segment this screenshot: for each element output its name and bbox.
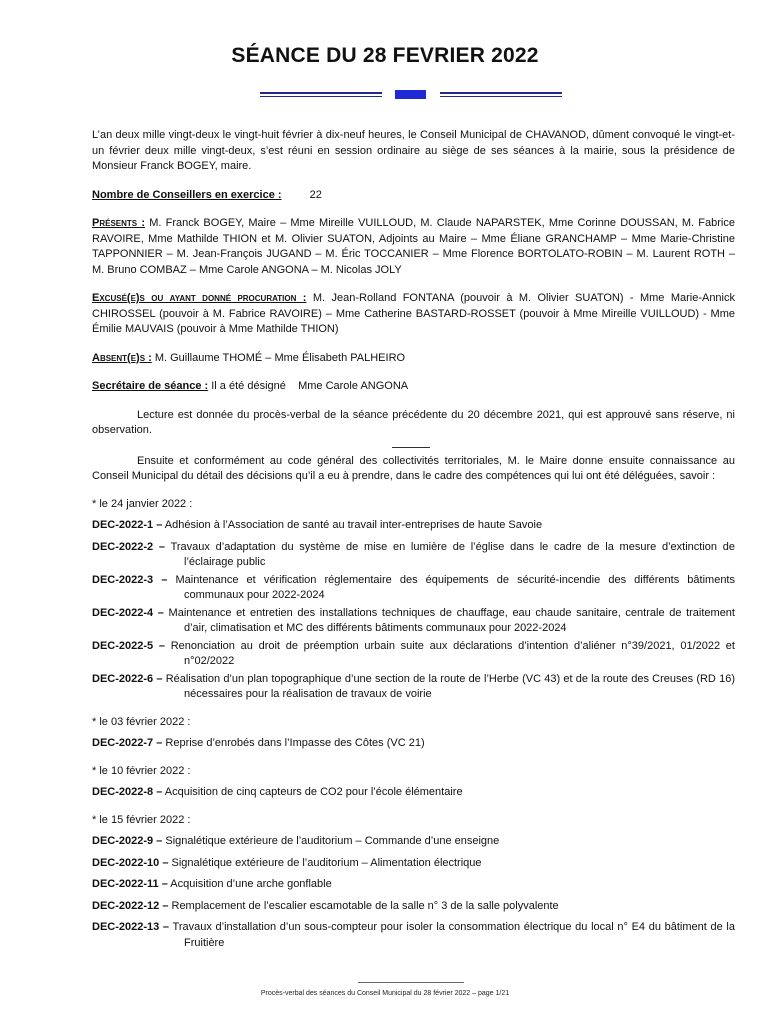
decision-item	[92, 834, 735, 850]
decision-text: Travaux d’installation d’un sous-compteur pour isoler la consommation électrique du local n° E4 du bâtiment de la Fruitière	[172, 921, 735, 949]
decision-text: Maintenance et entretien des installations techniques de chauffage, eau chaude sanitaire, centrale de traitement d’air, climatisation et MC des différents bâtiments communaux pour 2022-2024	[168, 606, 735, 634]
lecture-paragraph: Lecture est donnée du procès-verbal de la séance précédente du 20 décembre 2021, qui est approuvé sans réserve, ni observation.	[92, 408, 735, 436]
decision-date: * le 24 janvier 2022 :	[92, 497, 193, 510]
excuses-label: Excusé(e)s ou ayant donné procuration :	[92, 292, 307, 304]
decision-text: Acquisition de cinq capteurs de CO2 pour l’école élémentaire	[164, 786, 463, 798]
presents-text: M. Franck BOGEY, Maire – Mme Mireille VUILLOUD, M. Claude NAPARSTEK, Mme Corinne DOUSSAN, M. Fabrice RAVOIRE, Mme Mathilde THION et M. Olivier SUATON, Adjoints au Maire – Mme Éliane GRANCHAMP – Mme Marie-Christine TAPPONNIER – M. Jean-François JUGAND – M. Éric TOCCANIER – Mme Florence BORTOLATO-ROBIN – M. Laurent ROTH – M. Bruno COMBAZ – Mme Carole ANGONA – M. Nicolas JOLY	[92, 217, 735, 276]
secretaire-text: Il a été désigné Mme Carole ANGONA	[211, 380, 409, 392]
decision-code: DEC-2022-2 –	[92, 540, 166, 553]
decision-text: Remplacement de l’escalier escamotable de la salle n° 3 de la salle polyvalente	[171, 899, 559, 912]
decision-text: Travaux d’adaptation du système de mise en lumière de l’église dans le cadre de la mesure d’extinction de l’éclairage public	[170, 540, 735, 568]
decision-code: DEC-2022-5 –	[92, 639, 165, 652]
divider-line-right	[440, 92, 562, 97]
absents-text: M. Guillaume THOMÉ – Mme Élisabeth PALHEIRO	[154, 351, 406, 364]
decision-item	[92, 606, 735, 637]
decision-text: Maintenance et vérification réglementaire des équipements de sécurité-incendie des différents bâtiments communaux pour 2022-2024	[175, 573, 735, 601]
divider-block	[395, 90, 426, 99]
decision-group	[92, 764, 735, 801]
decision-code: DEC-2022-1 –	[92, 519, 163, 531]
decision-text: Reprise d’enrobés dans l’Impasse des Côtes (VC 21)	[165, 737, 425, 749]
presents-paragraph	[92, 216, 735, 278]
page-footer: Procès-verbal des séances du Conseil Municipal du 28 février 2022 – page 1/21	[260, 990, 510, 997]
decision-code: DEC-2022-6 –	[92, 672, 163, 685]
intro-paragraph: L’an deux mille vingt-deux le vingt-huit février à dix-neuf heures, le Conseil Municipal de CHAVANOD, dûment convoqué le vingt-et-un février deux mille vingt-deux, s’est réuni en session ordinaire au siège de ses séances à la mairie, sous la présidence de Monsieur Franck BOGEY, maire.	[92, 129, 735, 172]
document-body	[92, 128, 735, 951]
decision-item	[92, 639, 735, 670]
page-title: SÉANCE DU 28 FEVRIER 2022	[231, 44, 539, 67]
divider-line-left	[260, 92, 382, 97]
absents-label: Absent(e)s :	[92, 351, 152, 364]
conseillers-label: Nombre de Conseillers en exercice :	[92, 188, 282, 201]
excuses-text: M. Jean-Rolland FONTANA (pouvoir à M. Olivier SUATON) - Mme Marie-Annick CHIROSSEL (pouvoir à M. Fabrice RAVOIRE) – Mme Catherine BASTARD-ROSSET (pouvoir à Mme Mireille VUILLOUD) - Mme Émilie MAUVAIS (pouvoir à Mme Mathilde THION)	[92, 292, 735, 335]
decision-code: DEC-2022-8 –	[92, 786, 163, 798]
title-divider	[0, 90, 770, 98]
decision-item	[92, 856, 735, 872]
conseillers-line	[92, 188, 735, 204]
decision-code: DEC-2022-12 –	[92, 899, 169, 912]
decision-code: DEC-2022-13 –	[92, 921, 170, 933]
decision-code: DEC-2022-7 –	[92, 737, 163, 749]
section-separator	[392, 441, 430, 448]
decision-text: Renonciation au droit de préemption urbain suite aux déclarations d’intention d’aliéner n°39/2021, 01/2022 et n°02/2022	[170, 639, 735, 667]
decision-item	[92, 899, 735, 915]
decision-date: * le 15 février 2022 :	[92, 813, 191, 826]
decision-group	[92, 497, 735, 703]
decision-item	[92, 518, 735, 534]
secretaire-label: Secrétaire de séance :	[92, 380, 209, 392]
decision-item	[92, 920, 735, 951]
decision-text: Signalétique extérieure de l’auditorium – Alimentation électrique	[171, 856, 482, 869]
decision-item	[92, 672, 735, 703]
decision-item	[92, 877, 735, 893]
decision-code: DEC-2022-3 –	[92, 573, 168, 586]
decision-item	[92, 573, 735, 604]
decision-item	[92, 736, 735, 752]
decision-item	[92, 540, 735, 571]
decisions-list	[92, 497, 735, 952]
decision-text: Adhésion à l’Association de santé au travail inter-entreprises de haute Savoie	[164, 519, 543, 531]
decision-item	[92, 785, 735, 801]
decision-code: DEC-2022-4 –	[92, 606, 164, 619]
decision-text: Signalétique extérieure de l’auditorium – Commande d’une enseigne	[165, 835, 500, 847]
decision-group	[92, 715, 735, 752]
conseillers-value: 22	[309, 188, 322, 201]
ensuite-paragraph: Ensuite et conformément au code général des collectivités territoriales, M. le Maire donne ensuite connaissance au Conseil Municipal du détail des décisions qu’il a eu à prendre, dans le cadre des compétences qui lui ont été déléguées, savoir :	[92, 454, 735, 482]
footer-rule	[358, 982, 464, 983]
decision-text: Réalisation d’un plan topographique d’une section de la route de l’Herbe (VC 43) et de la route des Creuses (RD 16) nécessaires pour la réalisation de travaux de voirie	[165, 672, 735, 700]
decision-code: DEC-2022-11 –	[92, 878, 168, 890]
secretaire-paragraph	[92, 379, 735, 395]
decision-date: * le 03 février 2022 :	[92, 715, 191, 728]
decision-code: DEC-2022-10 –	[92, 856, 169, 869]
decision-code: DEC-2022-9 –	[92, 835, 163, 847]
absents-paragraph	[92, 351, 735, 367]
decision-group	[92, 813, 735, 952]
presents-label: Présents :	[92, 217, 145, 229]
excuses-paragraph	[92, 291, 735, 338]
decision-text: Acquisition d’une arche gonflable	[170, 878, 332, 890]
decision-date: * le 10 février 2022 :	[92, 764, 191, 777]
